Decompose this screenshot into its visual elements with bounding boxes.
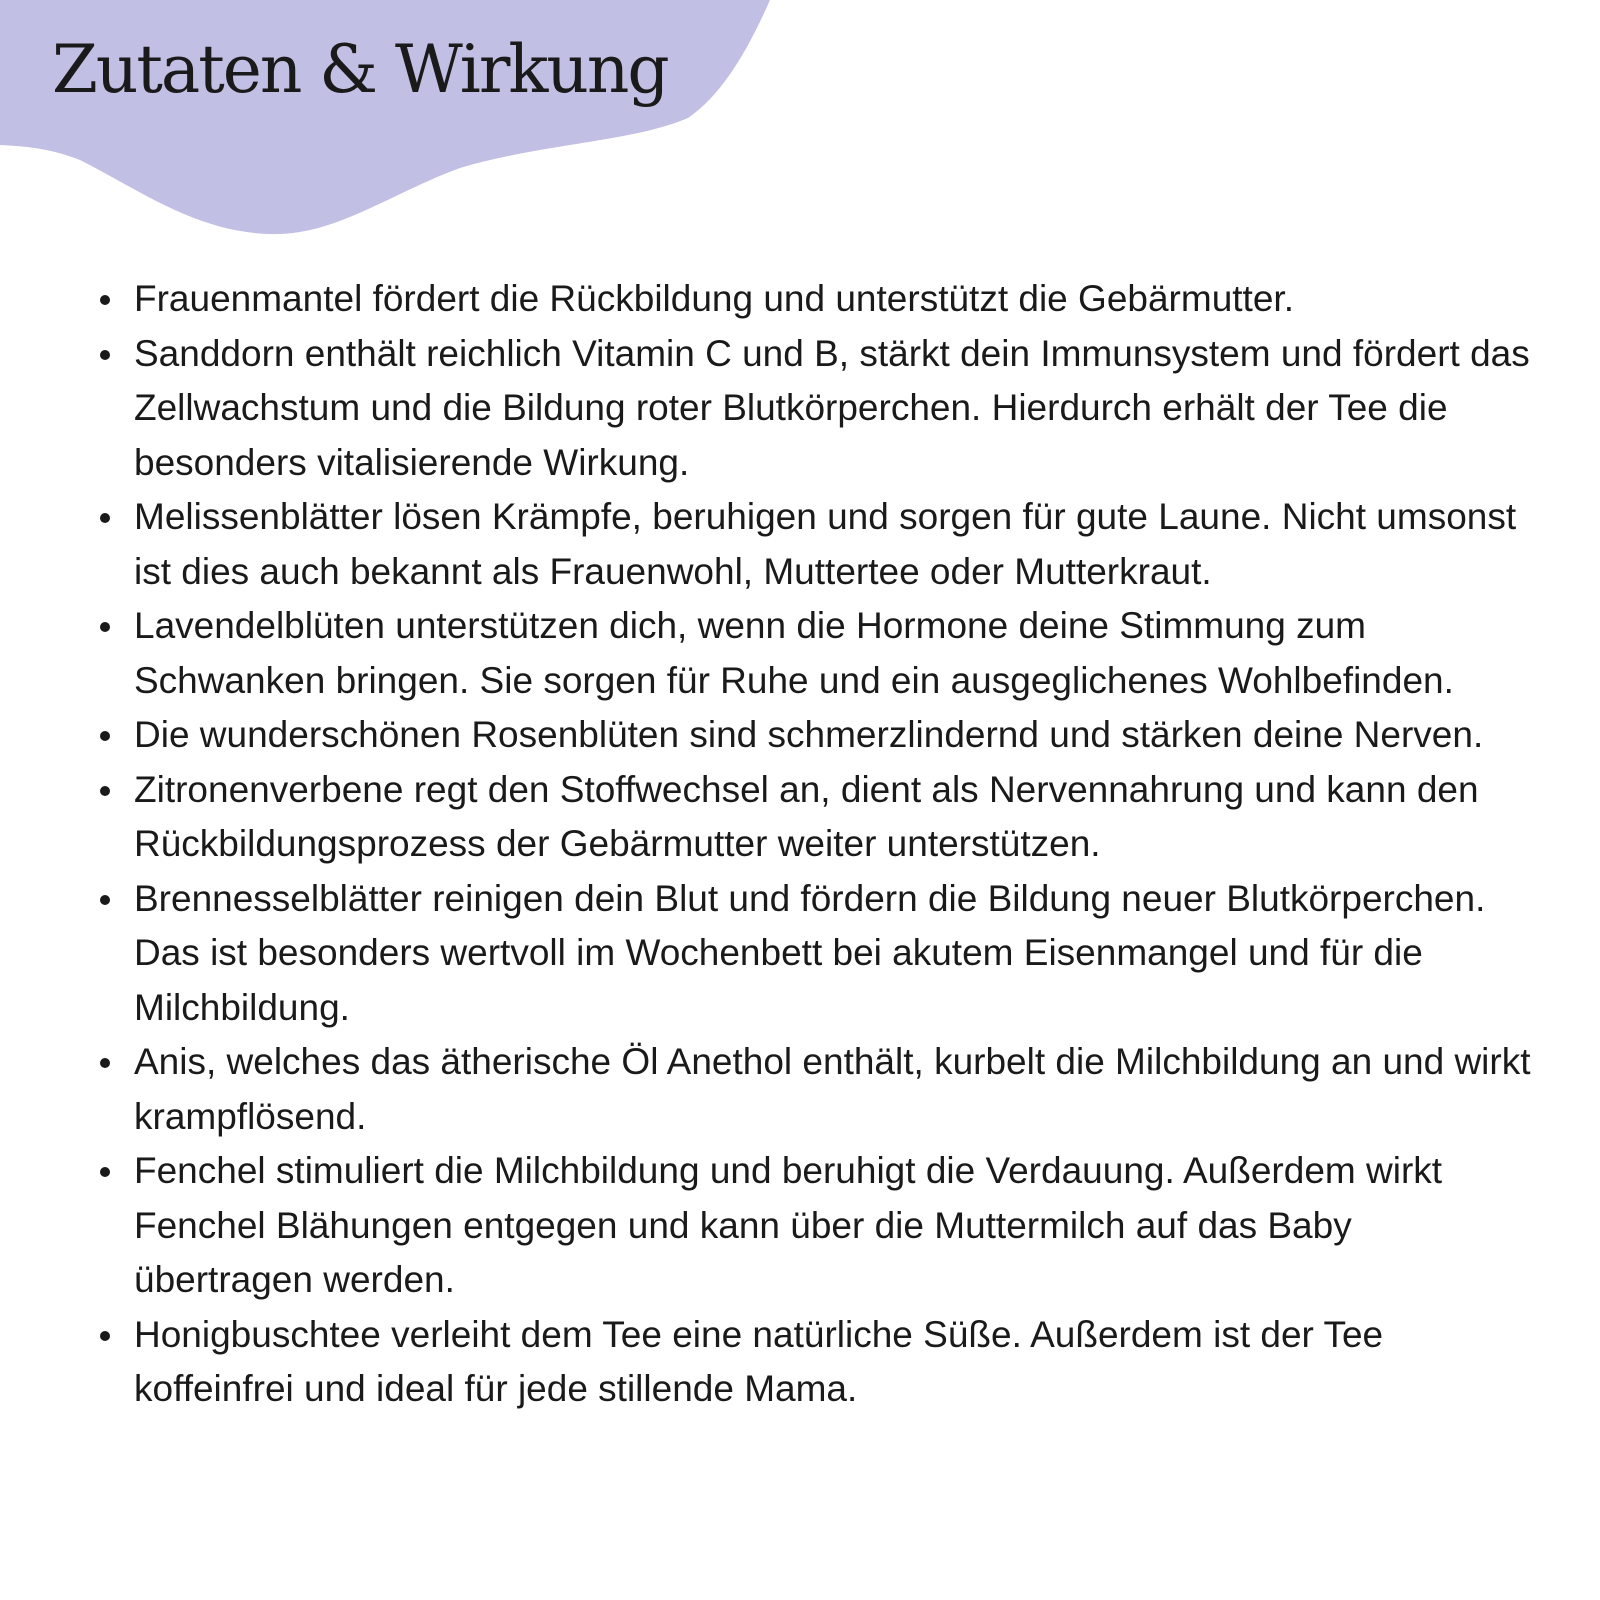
list-item-text: Zitronenverbene regt den Stoffwechsel an, dient als Nervennahrung und kann den Rückbildungsprozess der Gebärmutter weiter unterstützen. [134,768,1479,864]
list-item-text: Honigbuschtee verleiht dem Tee eine natürliche Süße. Außerdem ist der Tee koffeinfrei und ideal für jede stillende Mama. [134,1313,1384,1409]
list-item-text: Melissenblätter lösen Krämpfe, beruhigen und sorgen für gute Laune. Nicht umsonst ist dies auch bekannt als Frauenwohl, Muttertee oder Mutterkraut. [134,496,1517,592]
bullet-icon [100,786,110,796]
bullet-icon [100,1167,110,1177]
list-item [0,872,1600,1036]
ingredients-list [0,272,1600,1417]
list-item [0,272,1600,327]
list-item [0,1308,1600,1417]
bullet-icon [100,731,110,741]
list-item-text: Sanddorn enthält reichlich Vitamin C und B, stärkt dein Immunsystem und fördert das Zellwachstum und die Bildung roter Blutkörperchen. Hierdurch erhält der Tee die besonders vitalisierende Wirkung. [134,332,1530,483]
list-item [0,1144,1600,1308]
list-item-text: Frauenmantel fördert die Rückbildung und unterstützt die Gebärmutter. [134,278,1294,319]
list-item [0,763,1600,872]
bullet-icon [100,622,110,632]
bullet-icon [100,1331,110,1341]
list-item-text: Anis, welches das ätherische Öl Anethol enthält, kurbelt die Milchbildung an und wirkt krampflösend. [134,1041,1531,1137]
page-title: Zutaten & Wirkung [52,31,668,108]
bullet-icon [100,895,110,905]
list-item [0,708,1600,763]
list-item-text: Lavendelblüten unterstützen dich, wenn die Hormone deine Stimmung zum Schwanken bringen. Sie sorgen für Ruhe und ein ausgeglichenes Wohlbefinden. [134,605,1454,701]
list-item-text: Fenchel stimuliert die Milchbildung und beruhigt die Verdauung. Außerdem wirkt Fenchel Blähungen entgegen und kann über die Muttermilch auf das Baby übertragen werden. [134,1150,1443,1300]
list-item [0,1035,1600,1144]
list-item [0,327,1600,491]
bullet-icon [100,350,110,360]
bullet-icon [100,295,110,305]
list-item-text: Die wunderschönen Rosenblüten sind schmerzlindernd und stärken deine Nerven. [134,714,1484,755]
list-item [0,599,1600,708]
bullet-icon [100,1058,110,1068]
list-item-text: Brennesselblätter reinigen dein Blut und fördern die Bildung neuer Blutkörperchen. Das ist besonders wertvoll im Wochenbett bei akutem Eisenmangel und für die Milchbildung. [134,877,1486,1028]
bullet-icon [100,513,110,523]
list-item [0,490,1600,599]
